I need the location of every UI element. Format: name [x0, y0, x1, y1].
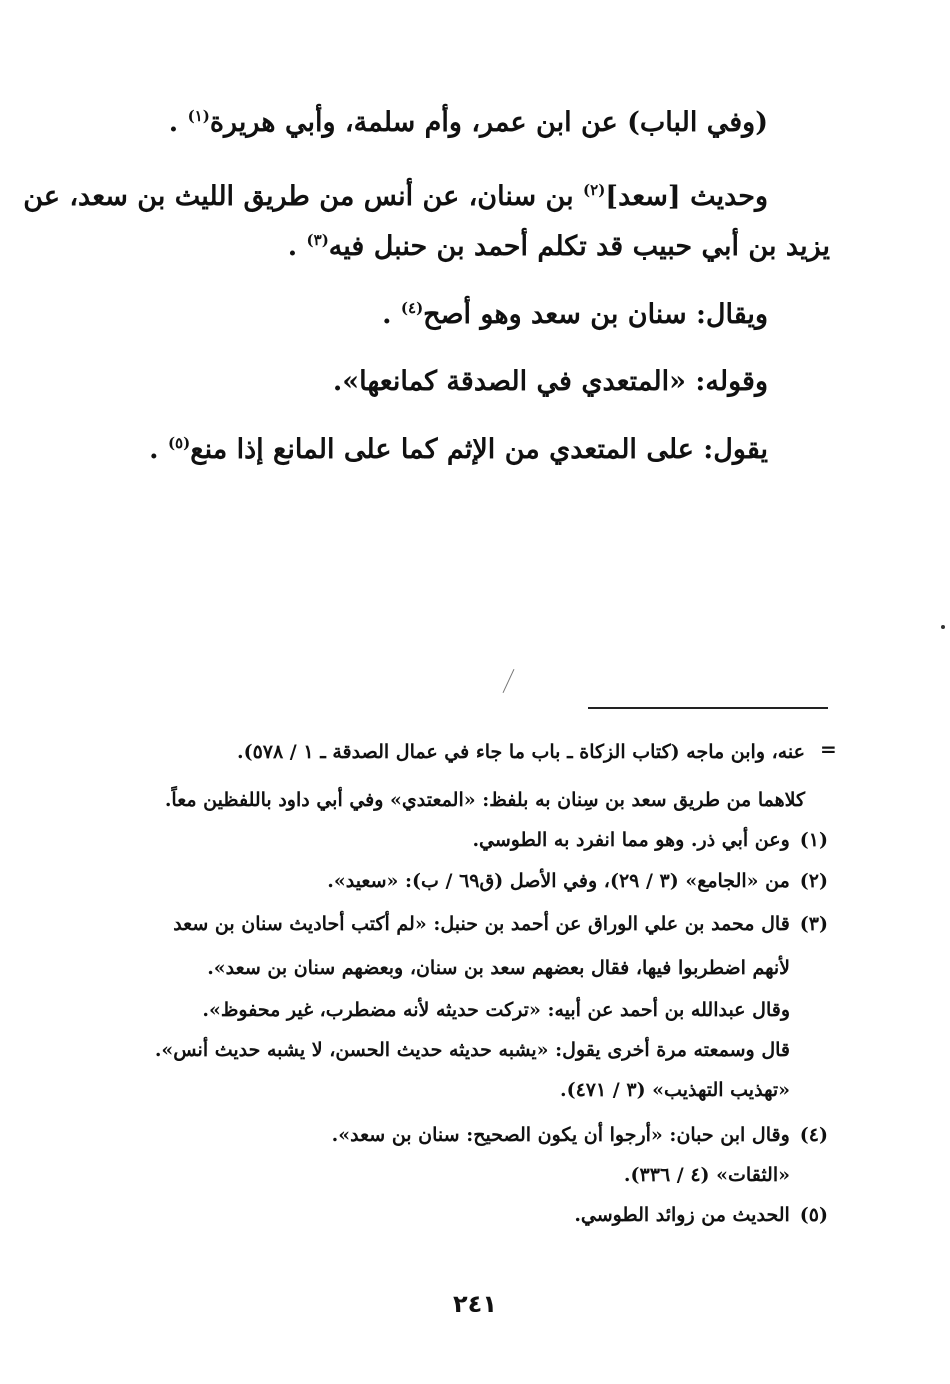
footnote-5-number: (٥) — [799, 1204, 828, 1226]
footnote-3-text: قال محمد بن علي الوراق عن أحمد بن حنبل: «لم أكتب أحاديث سنان بن سعد — [173, 913, 790, 935]
footnote-3 — [173, 909, 828, 939]
paragraph-5 — [149, 430, 768, 470]
footnote-2-text: من «الجامع» (٣ / ٢٩)، وفي الأصل (ق٦٩ / ب): «سعيد». — [327, 870, 790, 892]
footnote-ref-5: (٥) — [167, 434, 191, 452]
footnote-continued-line-2: كلاهما من طريق سعد بن سِنان به بلفظ: «المعتدي» وفي أبي داود باللفظين معاً. — [164, 789, 805, 811]
paragraph-3 — [382, 295, 768, 335]
footnote-5-text: الحديث من زوائد الطوسي. — [574, 1204, 790, 1226]
paragraph-2-line-2-text: يزيد بن أبي حبيب قد تكلم أحمد بن حنبل فيه — [328, 231, 830, 262]
paragraph-3-text: ويقال: سنان بن سعد وهو أصح — [423, 299, 768, 330]
footnote-ref-2: (٢) — [583, 181, 606, 199]
footnote-4-text: وقال ابن حبان: «أرجوا أن يكون الصحيح: سنان بن سعد». — [331, 1124, 790, 1146]
paragraph-2-line-1 — [23, 177, 768, 217]
footnote-ref-3: (٣) — [306, 231, 329, 249]
footnote-3-line-4: قال وسمعته مرة أخرى يقول: «يشبه حديثه حديث الحسن، لا يشبه حديث أنس». — [154, 1039, 790, 1061]
stray-dot — [941, 625, 945, 629]
page-number: ٢٤١ — [453, 1290, 497, 1318]
footnote-4 — [332, 1120, 828, 1150]
paragraph-5-text: يقول: على المتعدي من الإثم كما على المانع إذا منع — [190, 434, 768, 465]
footnote-continued-line-1: عنه، وابن ماجه (كتاب الزكاة ـ باب ما جاء في عمال الصدقة ـ ١ / ٥٧٨). — [236, 741, 805, 763]
footnote-1-text: وعن أبي ذر. وهو مما انفرد به الطوسي. — [472, 829, 790, 851]
paragraph-4-text: وقوله: «المتعدي في الصدقة كمانعها». — [332, 366, 768, 397]
paragraph-1-text: (وفي الباب) عن ابن عمر، وأم سلمة، وأبي هريرة — [209, 107, 768, 138]
footnote-separator — [588, 707, 828, 709]
footnote-4-number: (٤) — [799, 1124, 828, 1146]
paragraph-1-tail: . — [168, 107, 188, 138]
footnote-3-number: (٣) — [799, 913, 828, 935]
paragraph-3-tail: . — [382, 299, 401, 330]
footnote-4-line-2: «الثقات» (٤ / ٣٣٦). — [623, 1164, 790, 1186]
footnote-ref-1: (١) — [187, 107, 210, 125]
footnote-3-line-2: لأنهم اضطربوا فيها، فقال بعضهم سعد بن سنان، وبعضهم سنان بن سعد». — [207, 957, 790, 979]
paragraph-5-tail: . — [149, 434, 168, 465]
paragraph-4 — [333, 362, 768, 402]
continuation-mark: = — [820, 737, 837, 761]
stray-mark — [503, 669, 515, 693]
footnote-3-line-3: وقال عبدالله بن أحمد عن أبيه: «تركت حديثه لأنه مضطرب، غير محفوظ». — [202, 999, 790, 1021]
paragraph-2-tail: . — [287, 231, 307, 262]
paragraph-1 — [169, 103, 768, 143]
footnote-3-line-5: «تهذيب التهذيب» (٣ / ٤٧١). — [559, 1079, 790, 1101]
footnote-ref-4: (٤) — [400, 299, 424, 317]
paragraph-2-line-2 — [288, 227, 830, 267]
footnote-1-number: (١) — [799, 829, 828, 851]
paragraph-2-pre: وحديث [سعد] — [605, 181, 768, 212]
footnote-5 — [574, 1200, 828, 1230]
footnote-2-number: (٢) — [799, 870, 828, 892]
paragraph-2-post: بن سنان، عن أنس من طريق الليث بن سعد، عن — [23, 181, 584, 212]
footnote-2 — [327, 866, 828, 896]
footnote-1 — [472, 825, 828, 855]
